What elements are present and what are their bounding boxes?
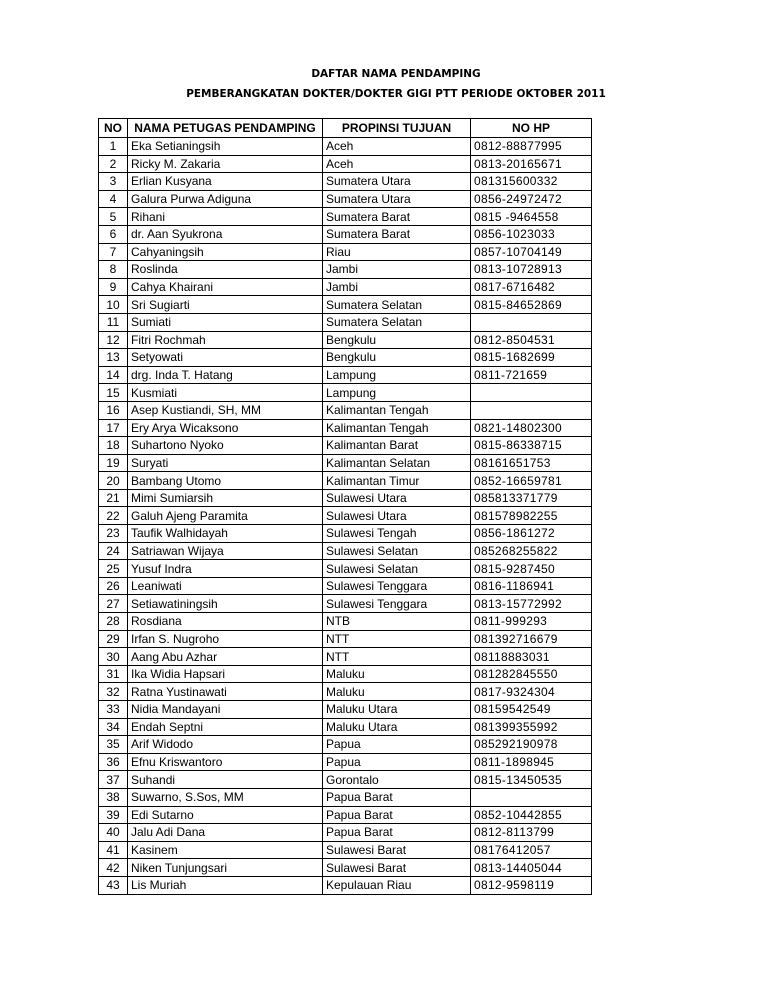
destination-province: Lampung — [323, 384, 471, 402]
escort-name: Setiawatiningsih — [128, 595, 323, 613]
row-number: 22 — [99, 507, 128, 525]
escort-name: Mimi Sumiarsih — [128, 489, 323, 507]
escort-name: Aang Abu Azhar — [128, 648, 323, 666]
escort-name: Suhartono Nyoko — [128, 437, 323, 455]
destination-province: Maluku — [323, 665, 471, 683]
row-number: 6 — [99, 225, 128, 243]
table-row — [99, 613, 592, 631]
destination-province: Kalimantan Tengah — [323, 401, 471, 419]
destination-province: Sulawesi Selatan — [323, 542, 471, 560]
destination-province: NTB — [323, 613, 471, 631]
phone-number: 081392716679 — [471, 630, 592, 648]
table-row — [99, 155, 592, 173]
table-row — [99, 366, 592, 384]
row-number: 27 — [99, 595, 128, 613]
table-row — [99, 683, 592, 701]
table-row — [99, 208, 592, 226]
row-number: 37 — [99, 771, 128, 789]
destination-province: Sumatera Selatan — [323, 313, 471, 331]
table-row — [99, 472, 592, 490]
phone-number — [471, 313, 592, 331]
table-row — [99, 401, 592, 419]
escort-name: Sri Sugiarti — [128, 296, 323, 314]
row-number: 32 — [99, 683, 128, 701]
destination-province: Jambi — [323, 278, 471, 296]
escort-name: Ratna Yustinawati — [128, 683, 323, 701]
escort-name: drg. Inda T. Hatang — [128, 366, 323, 384]
row-number: 29 — [99, 630, 128, 648]
destination-province: Sumatera Selatan — [323, 296, 471, 314]
row-number: 13 — [99, 349, 128, 367]
destination-province: Sumatera Utara — [323, 173, 471, 191]
table-row — [99, 859, 592, 877]
escort-name: Edi Sutarno — [128, 806, 323, 824]
escort-name: Arif Widodo — [128, 736, 323, 754]
escort-name: Ika Widia Hapsari — [128, 665, 323, 683]
destination-province: Bengkulu — [323, 349, 471, 367]
table-row — [99, 138, 592, 156]
phone-number: 085292190978 — [471, 736, 592, 754]
escort-name: dr. Aan Syukrona — [128, 225, 323, 243]
escort-name: Kasinem — [128, 841, 323, 859]
escort-name: Lis Muriah — [128, 876, 323, 894]
table-body — [99, 138, 592, 895]
row-number: 20 — [99, 472, 128, 490]
escort-name: Asep Kustiandi, SH, MM — [128, 401, 323, 419]
escort-name: Suhandi — [128, 771, 323, 789]
phone-number: 0852-16659781 — [471, 472, 592, 490]
escort-name: Niken Tunjungsari — [128, 859, 323, 877]
escort-name: Fitri Rochmah — [128, 331, 323, 349]
phone-number: 081578982255 — [471, 507, 592, 525]
destination-province: Kalimantan Tengah — [323, 419, 471, 437]
phone-number: 0813-15772992 — [471, 595, 592, 613]
row-number: 40 — [99, 824, 128, 842]
table-row — [99, 648, 592, 666]
row-number: 17 — [99, 419, 128, 437]
escort-name: Roslinda — [128, 261, 323, 279]
phone-number: 08118883031 — [471, 648, 592, 666]
table-row — [99, 243, 592, 261]
escort-name: Erlian Kusyana — [128, 173, 323, 191]
table-row — [99, 753, 592, 771]
row-number: 31 — [99, 665, 128, 683]
phone-number — [471, 401, 592, 419]
table-row — [99, 419, 592, 437]
table-row — [99, 577, 592, 595]
escort-name: Ricky M. Zakaria — [128, 155, 323, 173]
phone-number: 08161651753 — [471, 454, 592, 472]
phone-number: 0813-10728913 — [471, 261, 592, 279]
destination-province: Lampung — [323, 366, 471, 384]
phone-number: 081315600332 — [471, 173, 592, 191]
row-number: 15 — [99, 384, 128, 402]
row-number: 9 — [99, 278, 128, 296]
escort-name: Cahyaningsih — [128, 243, 323, 261]
row-number: 19 — [99, 454, 128, 472]
escort-name: Suryati — [128, 454, 323, 472]
table-row — [99, 841, 592, 859]
phone-number: 081399355992 — [471, 718, 592, 736]
row-number: 8 — [99, 261, 128, 279]
document-subtitle: PEMBERANGKATAN DOKTER/DOKTER GIGI PTT PERIODE OKTOBER 2011 — [186, 88, 606, 100]
escort-name: Setyowati — [128, 349, 323, 367]
row-number: 24 — [99, 542, 128, 560]
phone-number: 081282845550 — [471, 665, 592, 683]
escort-name: Galura Purwa Adiguna — [128, 190, 323, 208]
header-phone: NO HP — [471, 119, 592, 138]
escort-name: Suwarno, S.Sos, MM — [128, 788, 323, 806]
phone-number — [471, 384, 592, 402]
destination-province: Maluku — [323, 683, 471, 701]
header-name: NAMA PETUGAS PENDAMPING — [128, 119, 323, 138]
row-number: 43 — [99, 876, 128, 894]
phone-number: 0856-24972472 — [471, 190, 592, 208]
escort-name: Cahya Khairani — [128, 278, 323, 296]
destination-province: Kalimantan Timur — [323, 472, 471, 490]
destination-province: Papua Barat — [323, 824, 471, 842]
escort-name: Rihani — [128, 208, 323, 226]
row-number: 28 — [99, 613, 128, 631]
table-row — [99, 507, 592, 525]
destination-province: Kalimantan Barat — [323, 437, 471, 455]
row-number: 41 — [99, 841, 128, 859]
table-row — [99, 630, 592, 648]
table-row — [99, 806, 592, 824]
row-number: 14 — [99, 366, 128, 384]
table-row — [99, 701, 592, 719]
row-number: 5 — [99, 208, 128, 226]
table-row — [99, 331, 592, 349]
escort-name: Kusmiati — [128, 384, 323, 402]
row-number: 16 — [99, 401, 128, 419]
table-row — [99, 225, 592, 243]
escort-name: Sumiati — [128, 313, 323, 331]
destination-province: Maluku Utara — [323, 718, 471, 736]
table-row — [99, 788, 592, 806]
phone-number: 0815-86338715 — [471, 437, 592, 455]
destination-province: Sumatera Utara — [323, 190, 471, 208]
phone-number: 0813-14405044 — [471, 859, 592, 877]
destination-province: Sulawesi Tenggara — [323, 577, 471, 595]
phone-number: 0811-999293 — [471, 613, 592, 631]
table-row — [99, 525, 592, 543]
table-row — [99, 261, 592, 279]
destination-province: Kalimantan Selatan — [323, 454, 471, 472]
destination-province: Sumatera Barat — [323, 208, 471, 226]
table-row — [99, 454, 592, 472]
phone-number: 0815-13450535 — [471, 771, 592, 789]
destination-province: Papua — [323, 736, 471, 754]
document-title: DAFTAR NAMA PENDAMPING — [311, 68, 481, 80]
phone-number: 0817-9324304 — [471, 683, 592, 701]
destination-province: Aceh — [323, 155, 471, 173]
escort-name: Jalu Adi Dana — [128, 824, 323, 842]
phone-number: 085268255822 — [471, 542, 592, 560]
destination-province: Sulawesi Tenggara — [323, 595, 471, 613]
table-row — [99, 296, 592, 314]
escort-name: Endah Septni — [128, 718, 323, 736]
table-header-row — [99, 119, 592, 138]
row-number: 4 — [99, 190, 128, 208]
phone-number: 0812-8504531 — [471, 331, 592, 349]
phone-number: 0816-1186941 — [471, 577, 592, 595]
phone-number: 085813371779 — [471, 489, 592, 507]
escort-name: Bambang Utomo — [128, 472, 323, 490]
phone-number: 0815-9287450 — [471, 560, 592, 578]
table-row — [99, 595, 592, 613]
escort-name: Satriawan Wijaya — [128, 542, 323, 560]
destination-province: NTT — [323, 648, 471, 666]
table-row — [99, 384, 592, 402]
phone-number: 0813-20165671 — [471, 155, 592, 173]
phone-number — [471, 788, 592, 806]
phone-number: 0812-88877995 — [471, 138, 592, 156]
destination-province: Sulawesi Utara — [323, 489, 471, 507]
destination-province: Bengkulu — [323, 331, 471, 349]
phone-number: 0815-84652869 — [471, 296, 592, 314]
table-row — [99, 349, 592, 367]
destination-province: Papua Barat — [323, 806, 471, 824]
row-number: 42 — [99, 859, 128, 877]
phone-number: 0821-14802300 — [471, 419, 592, 437]
table-row — [99, 718, 592, 736]
row-number: 12 — [99, 331, 128, 349]
row-number: 3 — [99, 173, 128, 191]
row-number: 2 — [99, 155, 128, 173]
phone-number: 08159542549 — [471, 701, 592, 719]
row-number: 35 — [99, 736, 128, 754]
destination-province: Kepulauan Riau — [323, 876, 471, 894]
escort-list-table — [98, 118, 592, 895]
destination-province: Aceh — [323, 138, 471, 156]
destination-province: Papua Barat — [323, 788, 471, 806]
table-row — [99, 278, 592, 296]
row-number: 34 — [99, 718, 128, 736]
escort-name: Leaniwati — [128, 577, 323, 595]
escort-name: Rosdiana — [128, 613, 323, 631]
escort-name: Galuh Ajeng Paramita — [128, 507, 323, 525]
row-number: 39 — [99, 806, 128, 824]
destination-province: Sulawesi Selatan — [323, 560, 471, 578]
phone-number: 08176412057 — [471, 841, 592, 859]
table-row — [99, 542, 592, 560]
phone-number: 0817-6716482 — [471, 278, 592, 296]
escort-name: Eka Setianingsih — [128, 138, 323, 156]
table-row — [99, 876, 592, 894]
destination-province: Sumatera Barat — [323, 225, 471, 243]
row-number: 23 — [99, 525, 128, 543]
table-row — [99, 190, 592, 208]
phone-number: 0852-10442855 — [471, 806, 592, 824]
destination-province: Gorontalo — [323, 771, 471, 789]
table-row — [99, 437, 592, 455]
row-number: 21 — [99, 489, 128, 507]
phone-number: 0857-10704149 — [471, 243, 592, 261]
table-row — [99, 173, 592, 191]
header-province: PROPINSI TUJUAN — [323, 119, 471, 138]
escort-name: Irfan S. Nugroho — [128, 630, 323, 648]
escort-name: Efnu Kriswantoro — [128, 753, 323, 771]
destination-province: Jambi — [323, 261, 471, 279]
phone-number: 0856-1023033 — [471, 225, 592, 243]
row-number: 1 — [99, 138, 128, 156]
destination-province: Sulawesi Barat — [323, 841, 471, 859]
table-row — [99, 489, 592, 507]
escort-name: Ery Arya Wicaksono — [128, 419, 323, 437]
row-number: 18 — [99, 437, 128, 455]
row-number: 7 — [99, 243, 128, 261]
escort-name: Yusuf Indra — [128, 560, 323, 578]
table-row — [99, 824, 592, 842]
destination-province: Papua — [323, 753, 471, 771]
table-row — [99, 313, 592, 331]
table-row — [99, 560, 592, 578]
phone-number: 0812-8113799 — [471, 824, 592, 842]
row-number: 38 — [99, 788, 128, 806]
destination-province: Sulawesi Tengah — [323, 525, 471, 543]
phone-number: 0815-1682699 — [471, 349, 592, 367]
row-number: 30 — [99, 648, 128, 666]
escort-name: Taufik Walhidayah — [128, 525, 323, 543]
header-no: NO — [99, 119, 128, 138]
phone-number: 0811-1898945 — [471, 753, 592, 771]
destination-province: Sulawesi Utara — [323, 507, 471, 525]
phone-number: 0812-9598119 — [471, 876, 592, 894]
table-row — [99, 771, 592, 789]
destination-province: NTT — [323, 630, 471, 648]
row-number: 25 — [99, 560, 128, 578]
phone-number: 0811-721659 — [471, 366, 592, 384]
escort-name: Nidia Mandayani — [128, 701, 323, 719]
row-number: 10 — [99, 296, 128, 314]
row-number: 11 — [99, 313, 128, 331]
table-row — [99, 665, 592, 683]
phone-number: 0856-1861272 — [471, 525, 592, 543]
phone-number: 0815 -9464558 — [471, 208, 592, 226]
row-number: 36 — [99, 753, 128, 771]
table-row — [99, 736, 592, 754]
row-number: 33 — [99, 701, 128, 719]
destination-province: Maluku Utara — [323, 701, 471, 719]
row-number: 26 — [99, 577, 128, 595]
destination-province: Sulawesi Barat — [323, 859, 471, 877]
destination-province: Riau — [323, 243, 471, 261]
